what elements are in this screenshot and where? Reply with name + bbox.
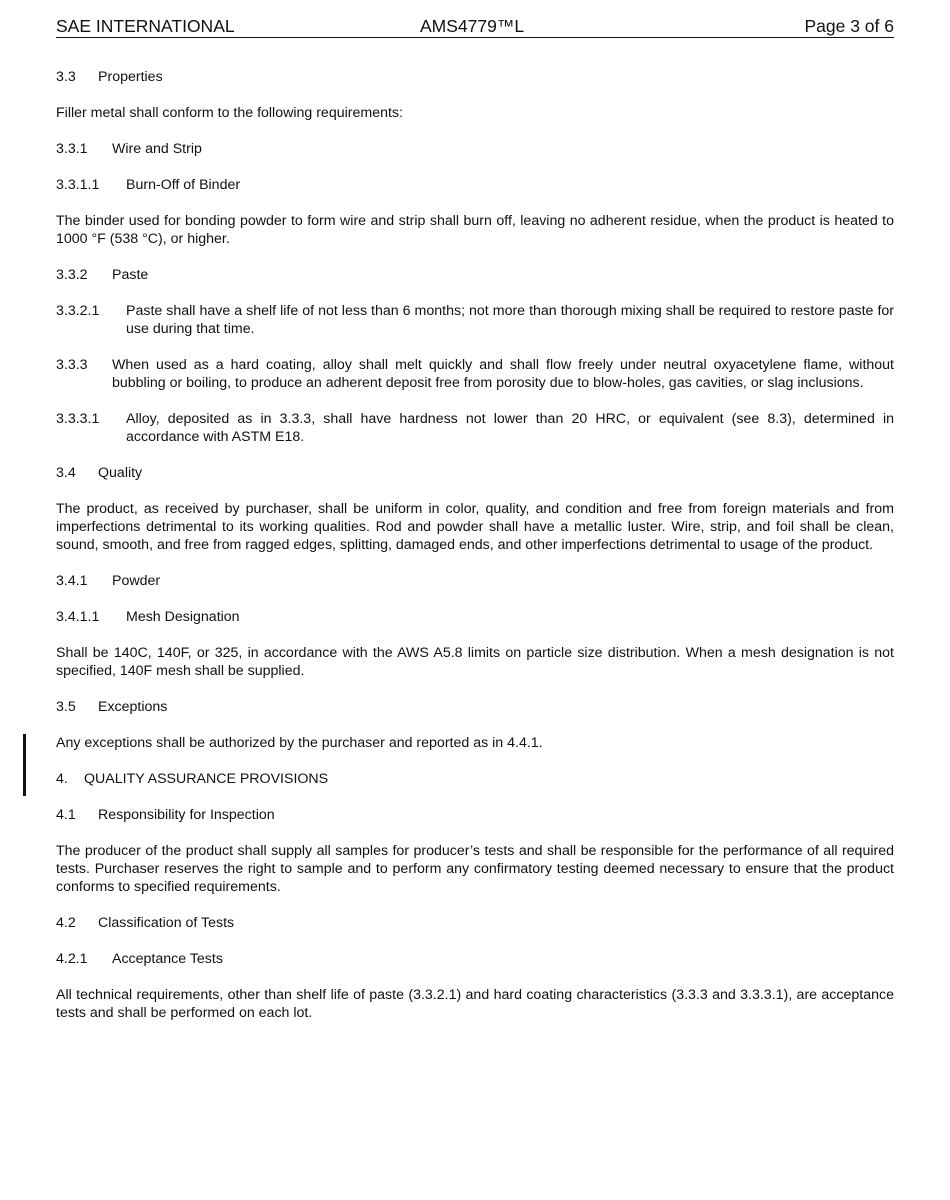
section-number: 3.3.2 [56, 267, 88, 283]
section-title: Paste [112, 267, 149, 283]
header-doc-id: AMS4779™L [420, 16, 525, 36]
section-text: Paste shall have a shelf life of not less than 6 months; not more than thorough mixing shall be required to restore paste for use during that time. [126, 303, 894, 337]
section-number: 4. [56, 771, 68, 787]
paragraph-3-4: The product, as received by purchaser, shall be uniform in color, quality, and condition and free from foreign materials and from imperfections detrimental to its working qualities. Rod and powder shall have a metallic luster. Wire, strip, and foil shall be clean, sound, smooth, and free from ragged edges, splitting, damaged ends, and other imperfections detrimental to usage of the product. [56, 501, 894, 553]
section-text: Alloy, deposited as in 3.3.3, shall have hardness not lower than 20 HRC, or equivalent (see 8.3), determined in accordance with ASTM E18. [126, 411, 894, 445]
section-heading-3-5 [56, 698, 894, 716]
section-number: 3.4 [56, 465, 76, 481]
section-title: Powder [112, 573, 161, 589]
revision-change-bar [23, 734, 26, 796]
section-title: QUALITY ASSURANCE PROVISIONS [84, 771, 329, 787]
section-title: Burn-Off of Binder [126, 177, 241, 193]
section-number: 3.4.1 [56, 573, 88, 589]
section-title: Exceptions [98, 699, 168, 715]
header-org: SAE INTERNATIONAL [56, 16, 235, 36]
section-heading-3-4-1-1 [56, 608, 894, 626]
paragraph-3-5: Any exceptions shall be authorized by the purchaser and reported as in 4.4.1. [56, 735, 543, 751]
page-header [56, 15, 894, 38]
section-number: 4.2 [56, 915, 76, 931]
section-number: 3.5 [56, 699, 76, 715]
paragraph-3-4-1-1: Shall be 140C, 140F, or 325, in accordance with the AWS A5.8 limits on particle size distribution. When a mesh designation is not specified, 140F mesh shall be supplied. [56, 645, 894, 679]
section-number: 3.3 [56, 69, 76, 85]
paragraph-3-3-1-1: The binder used for bonding powder to form wire and strip shall burn off, leaving no adherent residue, when the product is heated to 1000 °F (538 °C), or higher. [56, 213, 894, 247]
section-title: Acceptance Tests [112, 951, 223, 967]
section-text: When used as a hard coating, alloy shall melt quickly and shall flow freely under neutral oxyacetylene flame, without bubbling or boiling, to produce an adherent deposit free from porosity due to blow-holes, gas cavities, or slag inclusions. [112, 357, 894, 391]
section-heading-4-2-1 [56, 950, 894, 968]
section-number: 3.3.1 [56, 141, 88, 157]
section-title: Wire and Strip [112, 141, 202, 157]
section-number: 3.4.1.1 [56, 609, 100, 625]
section-heading-3-4-1 [56, 572, 894, 590]
section-number: 3.3.2.1 [56, 303, 100, 319]
section-number: 3.3.3 [56, 357, 88, 373]
section-heading-3-3-1 [56, 140, 894, 158]
paragraph-4-1: The producer of the product shall supply all samples for producer’s tests and shall be responsible for the performance of all required tests. Purchaser reserves the right to sample and to perform any confirmatory testing deemed necessary to ensure that the product conforms to specified requirements. [56, 843, 894, 895]
section-heading-4 [56, 770, 894, 788]
section-heading-3-3-2 [56, 266, 894, 284]
section-heading-3-3 [56, 68, 894, 86]
section-title: Responsibility for Inspection [98, 807, 275, 823]
paragraph-3-3-3-1 [56, 410, 894, 446]
header-page-number: Page 3 of 6 [804, 16, 894, 36]
paragraph-3-3-3 [56, 356, 894, 392]
section-heading-3-3-1-1 [56, 176, 894, 194]
section-number: 3.3.3.1 [56, 411, 100, 427]
section-title: Properties [98, 69, 163, 85]
section-title: Mesh Designation [126, 609, 240, 625]
paragraph-4-2-1: All technical requirements, other than shelf life of paste (3.3.2.1) and hard coating characteristics (3.3.3 and 3.3.3.1), are acceptance tests and shall be performed on each lot. [56, 987, 894, 1021]
paragraph-3-3: Filler metal shall conform to the following requirements: [56, 105, 403, 121]
document-body [56, 68, 894, 1040]
section-number: 4.2.1 [56, 951, 88, 967]
section-title: Quality [98, 465, 143, 481]
section-title: Classification of Tests [98, 915, 235, 931]
paragraph-3-3-2-1 [56, 302, 894, 338]
section-number: 4.1 [56, 807, 76, 823]
section-heading-3-4 [56, 464, 894, 482]
section-heading-4-2 [56, 914, 894, 932]
section-number: 3.3.1.1 [56, 177, 100, 193]
section-heading-4-1 [56, 806, 894, 824]
